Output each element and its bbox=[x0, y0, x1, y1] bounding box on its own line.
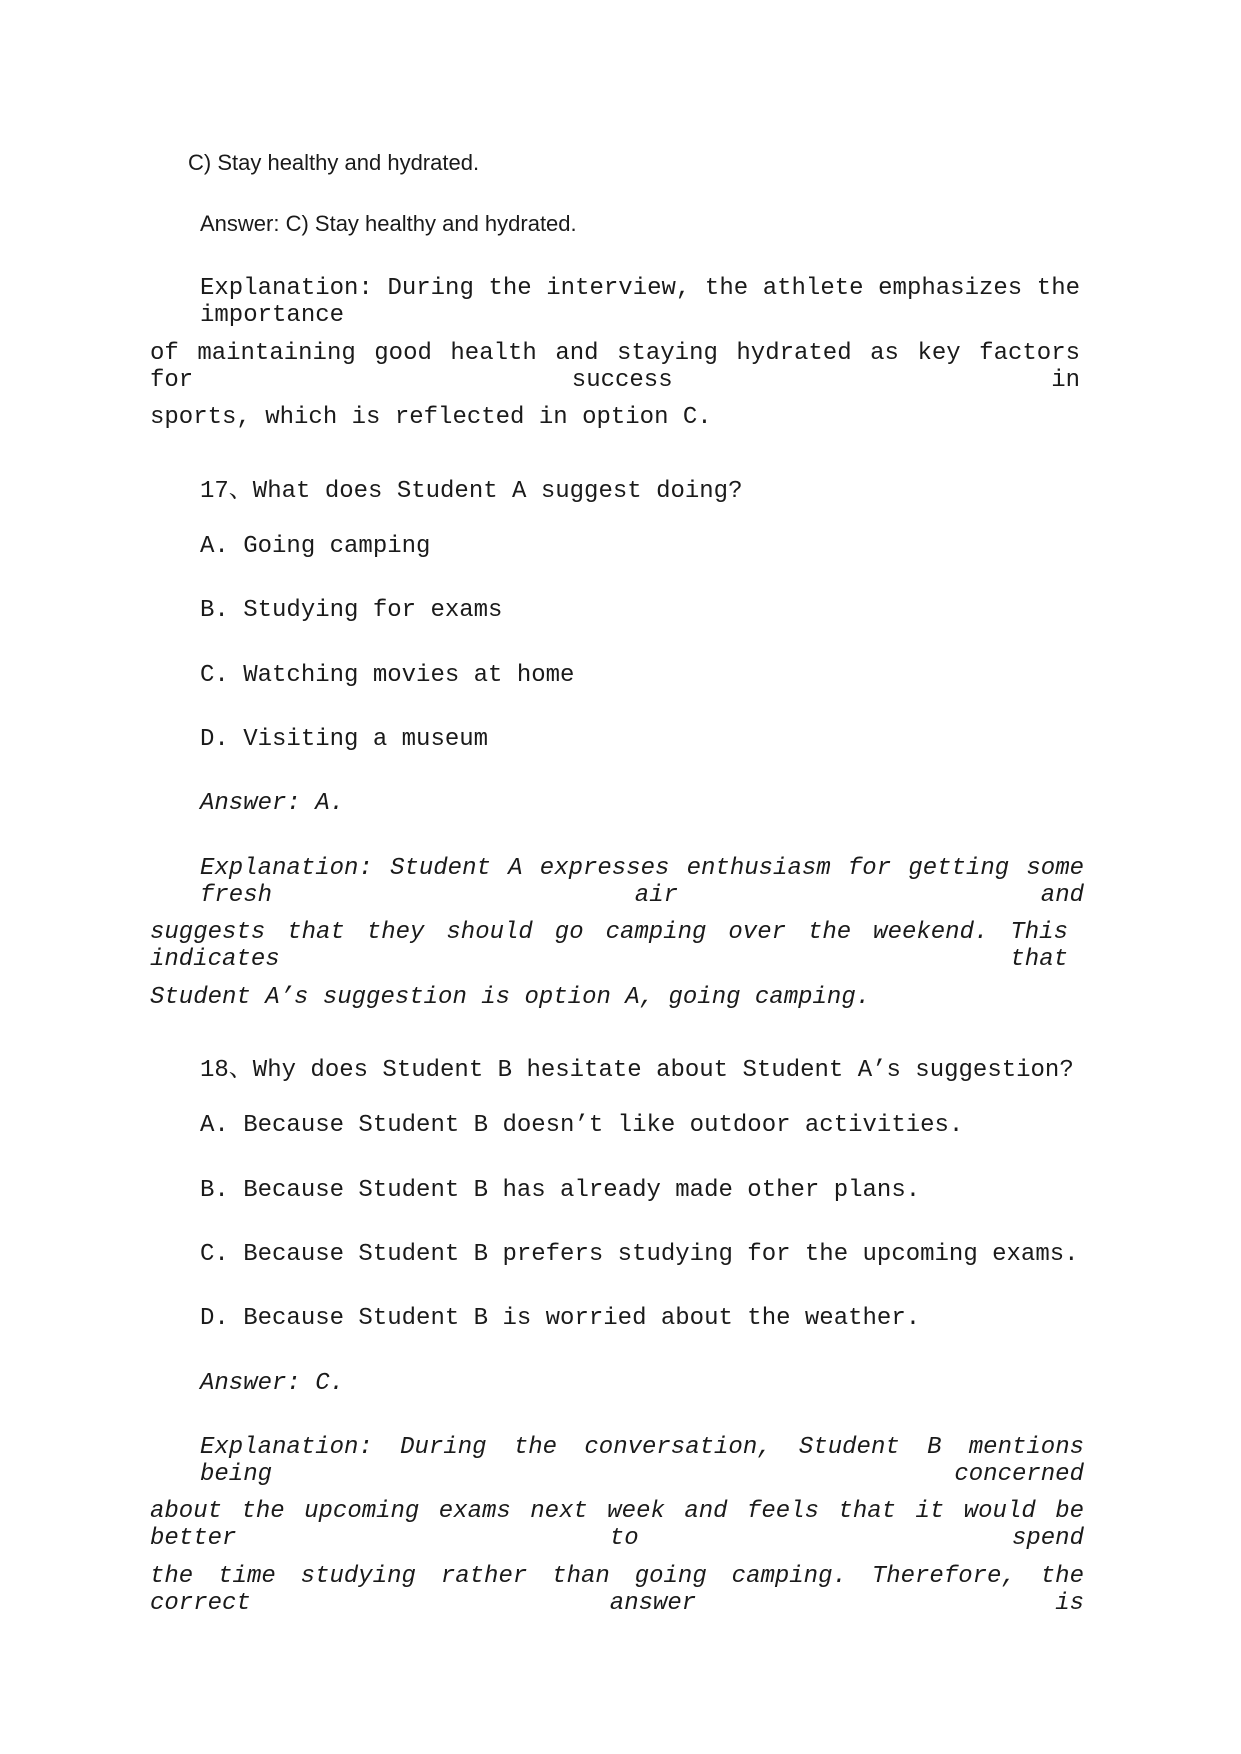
q18-explanation-line-3: the time studying rather than going camping. Therefore, the correct answer is bbox=[150, 1563, 1084, 1617]
option-c-previous: C) Stay healthy and hydrated. bbox=[188, 150, 480, 175]
q18-option-a: A. Because Student B doesn’t like outdoor activities. bbox=[200, 1112, 964, 1139]
q18-answer: Answer: C. bbox=[200, 1370, 345, 1397]
explanation-previous-line-2: of maintaining good health and staying hydrated as key factors for success in bbox=[150, 340, 1080, 394]
q17-answer: Answer: A. bbox=[200, 790, 345, 817]
explanation-previous-line-3: sports, which is reflected in option C. bbox=[150, 404, 712, 431]
q18-explanation-line-1: Explanation: During the conversation, Student B mentions being concerned bbox=[200, 1434, 1084, 1488]
q17-option-d: D. Visiting a museum bbox=[200, 726, 489, 753]
q18-explanation-line-2: about the upcoming exams next week and feels that it would be better to spend bbox=[150, 1498, 1084, 1552]
q17-explanation-line-2: suggests that they should go camping over the weekend. This indicates that bbox=[150, 919, 1068, 973]
q17-explanation-line-3: Student A’s suggestion is option A, going camping. bbox=[150, 984, 871, 1011]
q17-explanation-line-1: Explanation: Student A expresses enthusiasm for getting some fresh air and bbox=[200, 855, 1084, 909]
q17-option-c: C. Watching movies at home bbox=[200, 662, 575, 689]
explanation-previous-line-1: Explanation: During the interview, the athlete emphasizes the importance bbox=[200, 275, 1080, 329]
q17-option-a: A. Going camping bbox=[200, 533, 431, 560]
q18-option-c: C. Because Student B prefers studying for the upcoming exams. bbox=[200, 1241, 1079, 1268]
q18-option-b: B. Because Student B has already made other plans. bbox=[200, 1177, 921, 1204]
answer-previous: Answer: C) Stay healthy and hydrated. bbox=[200, 211, 577, 236]
question-17: 17、What does Student A suggest doing? bbox=[200, 478, 743, 505]
q18-option-d: D. Because Student B is worried about the weather. bbox=[200, 1305, 921, 1332]
question-18: 18、Why does Student B hesitate about Student A’s suggestion? bbox=[200, 1057, 1074, 1084]
q17-option-b: B. Studying for exams bbox=[200, 597, 503, 624]
